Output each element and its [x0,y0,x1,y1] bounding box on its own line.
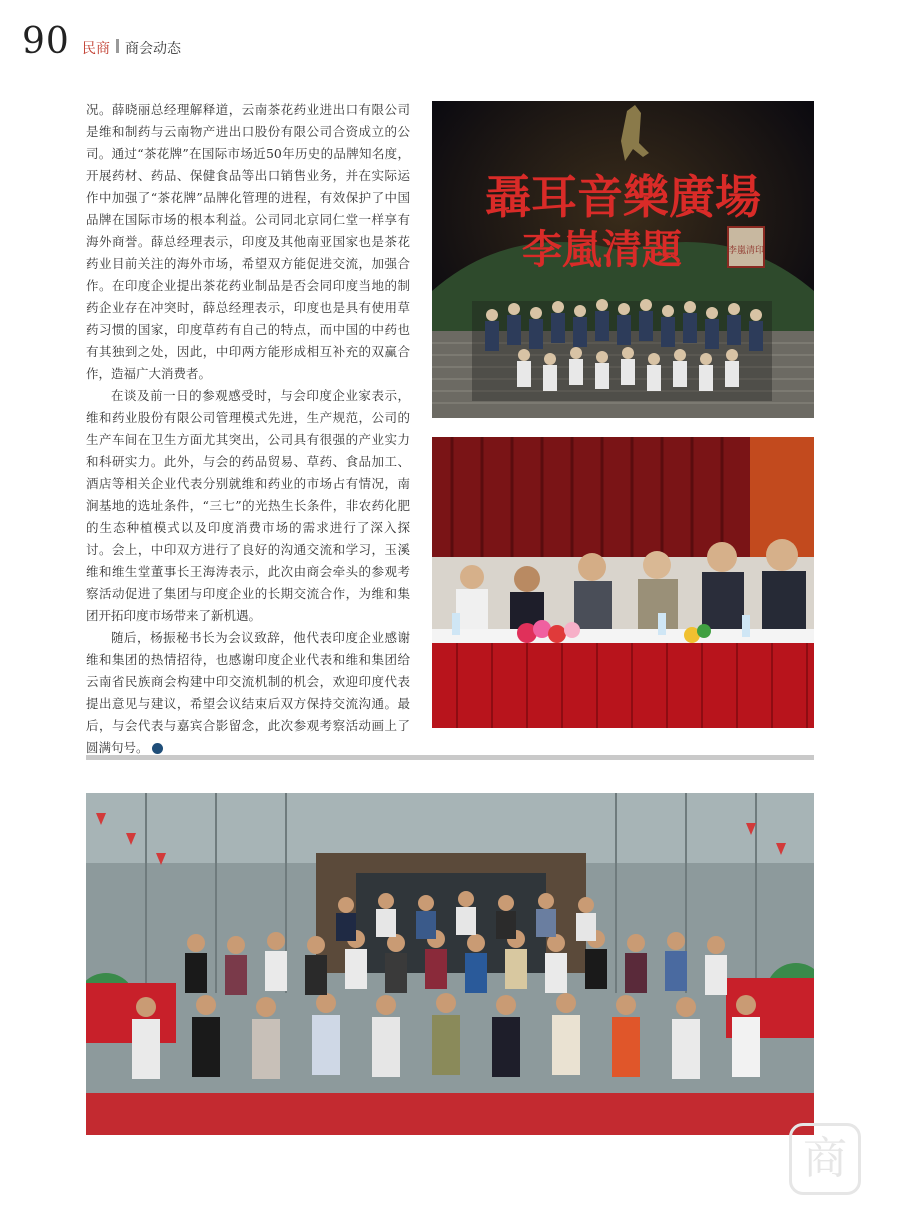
magazine-brand: 民商 [82,41,110,57]
square-group-photo [432,101,814,418]
seal-text: 李嵐清印 [727,246,765,256]
section-divider [86,755,814,760]
header-separator [116,39,119,53]
article-paragraph [86,627,410,759]
group-photo [86,793,814,1135]
square-calligraphy-text: 聶耳音樂廣場 [485,170,761,224]
section-title: 商会动态 [125,41,181,57]
article-paragraph: 在谈及前一日的参观感受时，与会印度企业家表示，维和药业股份有限公司管理模式先进，生产规范，公司的生产车间在卫生方面尤其突出，公司具有很强的产业实力和科研实力。此外，与会的药品贸易、草药、食品加工、酒店等相关企业代表分别就维和药业的市场占有情况，南涧基地的选址条件，“三七”的光热生长条件，非农药化肥的生态种植模式以及印度消费市场的需求进行了深入探讨。会上，中印双方进行了良好的沟通交流和学习，玉溪维和维生堂董事长王海涛表示，此次由商会牵头的参观考察活动促进了集团与印度企业的长期交流合作，为维和集团开拓印度市场带来了新机遇。 [86,388,410,623]
group-people [472,299,772,401]
article-paragraph: 况。薛晓丽总经理解释道，云南茶花药业进出口有限公司是维和制药与云南物产进出口股份有限公司合资成立的公司。通过“茶花牌”在国际市场近50年历史的品牌知名度，开展药材、药品、保健食品等出口销售业务，并在实际运作中加强了“茶花牌”品牌化管理的进程，有效保护了中国品牌在国际市场的根本利益。公司同北京同仁堂一样享有海外商誉。薛总经理表示，印度及其他南亚国家也是茶花药业目前关注的海外市场，希望双方能促进交流，加强合作。在印度企业提出茶花药业制品是否会同印度当地的制药企业存在冲突时，薛总经理表示，印度也是具有使用草药习惯的国家，印度草药有自己的特点，而中国的中药也有其独到之处，因此，中印两方能形成相互补充的双赢合作，造福广大消费者。 [86,102,410,381]
article-paragraph-text: 随后，杨振秘书长为会议致辞，他代表印度企业感谢维和集团的热情招待，也感谢印度企业代表和维和集团给云南省民族商会构建中印交流机制的机会，欢迎印度代表提出意见与建议，希望会议结束后双方保持交流沟通。最后，与会代表与嘉宾合影留念，此次参观考察活动画上了圆满句号。 [86,630,410,755]
meeting-photo-illustration [432,437,814,728]
publisher-watermark-icon: 商 [789,1123,861,1195]
meeting-photo [432,437,814,728]
article-body [86,99,410,759]
group-photo-illustration [86,793,814,1135]
page-number: 90 [22,21,70,62]
square-inscription-text: 李嵐清題 [522,226,682,273]
end-of-article-icon: ◆ [152,743,163,754]
square-group-photo-illustration [432,101,814,418]
